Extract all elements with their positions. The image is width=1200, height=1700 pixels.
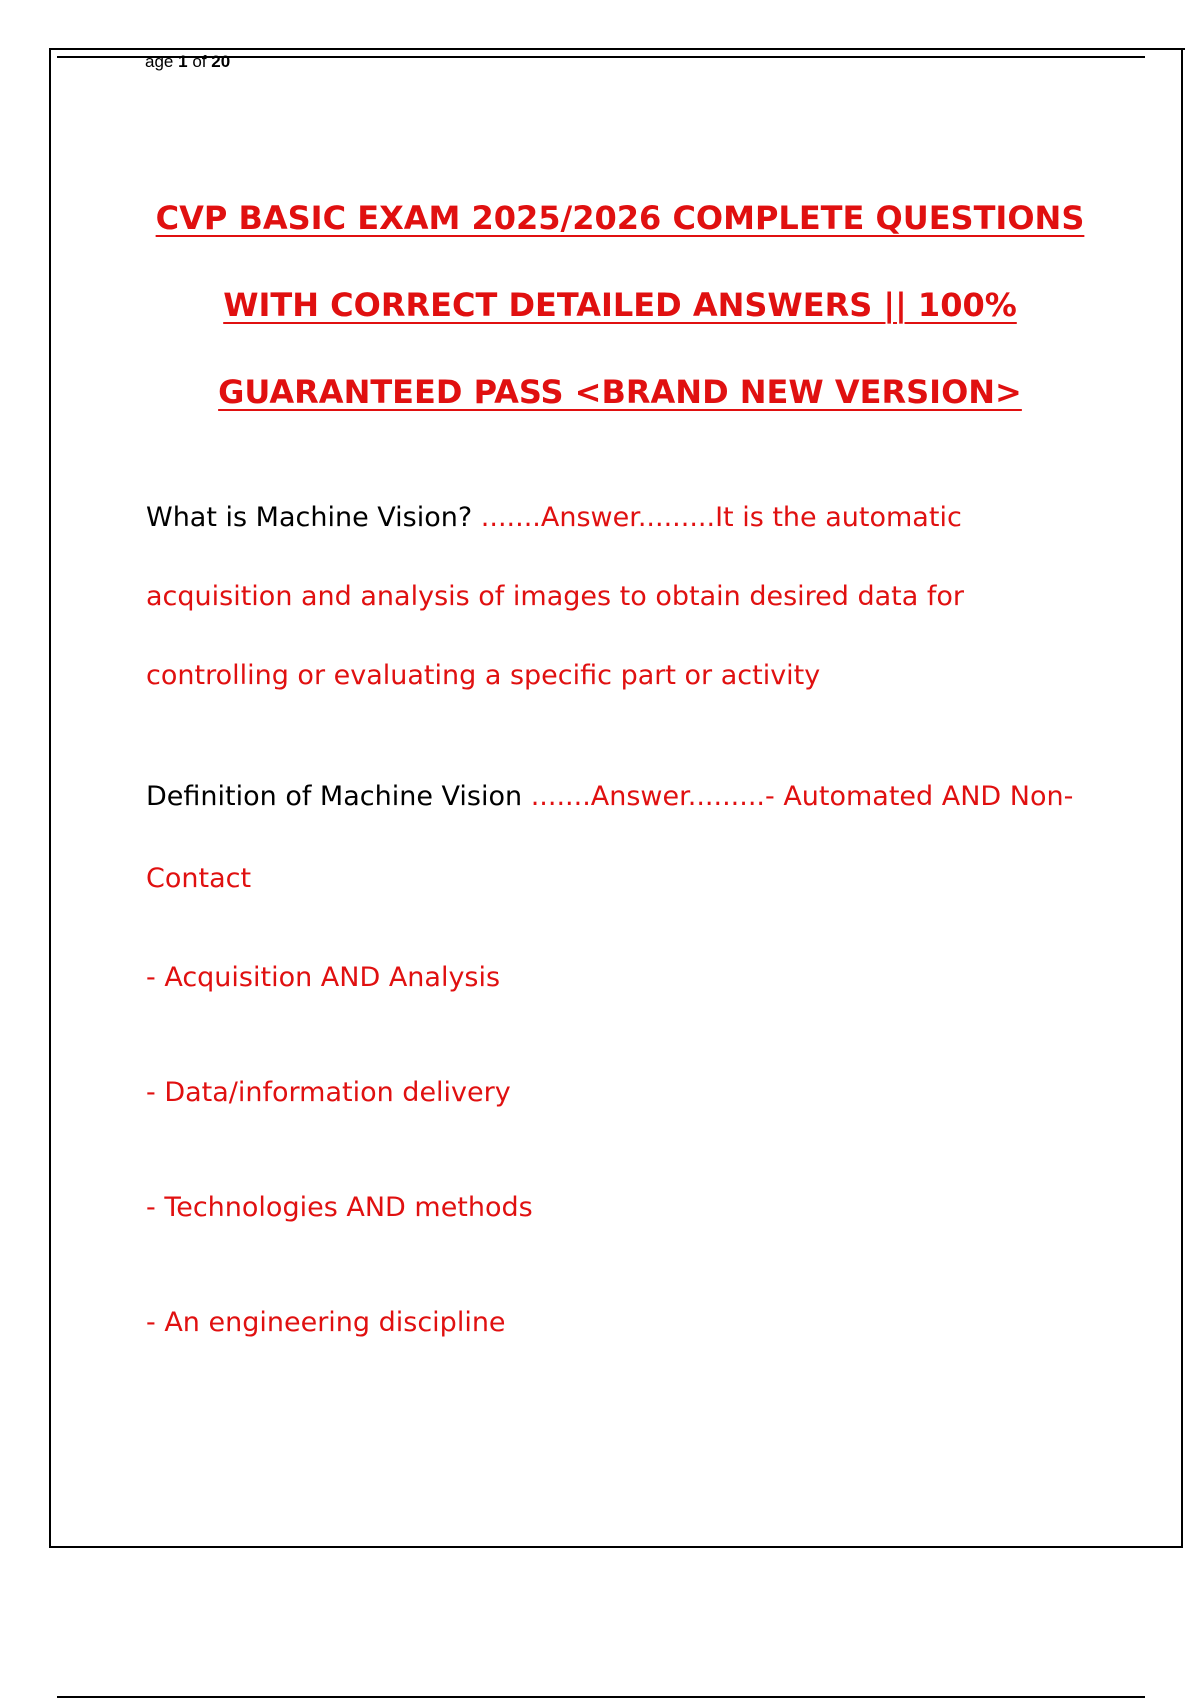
title-line-3: GUARANTEED PASS <BRAND NEW VERSION> [218,373,1022,411]
top-rule [49,48,1185,50]
qa-item-2 [146,756,1076,920]
page-number: 1 [178,52,188,71]
question-text: Definition of Machine Vision [146,781,531,812]
qa-item-1 [146,478,1076,715]
title-line-1: CVP BASIC EXAM 2025/2026 COMPLETE QUESTIONS [155,199,1085,237]
title-line-2: WITH CORRECT DETAILED ANSWERS || 100% [223,286,1017,324]
question-text: What is Machine Vision? [146,502,481,533]
page-of: of [192,52,207,71]
page-number-label [145,52,230,72]
footer-rule [57,1696,1145,1698]
answer-bullet: - An engineering discipline [146,1307,506,1338]
answer-bullet: - Data/information delivery [146,1077,511,1108]
answer-bullet: - Technologies AND methods [146,1192,533,1223]
page-total: 20 [211,52,231,71]
answer-bullet: - Acquisition AND Analysis [146,962,501,993]
page-prefix: age [145,52,174,71]
answer-text: .......Answer.........- Automated AND Non-Contact [146,781,1074,894]
answer-text: .......Answer.........It is the automatic acquisition and analysis of images to obtain desired data for controlling or evaluating a specific part or activity [146,502,965,691]
document-title [60,175,1180,436]
